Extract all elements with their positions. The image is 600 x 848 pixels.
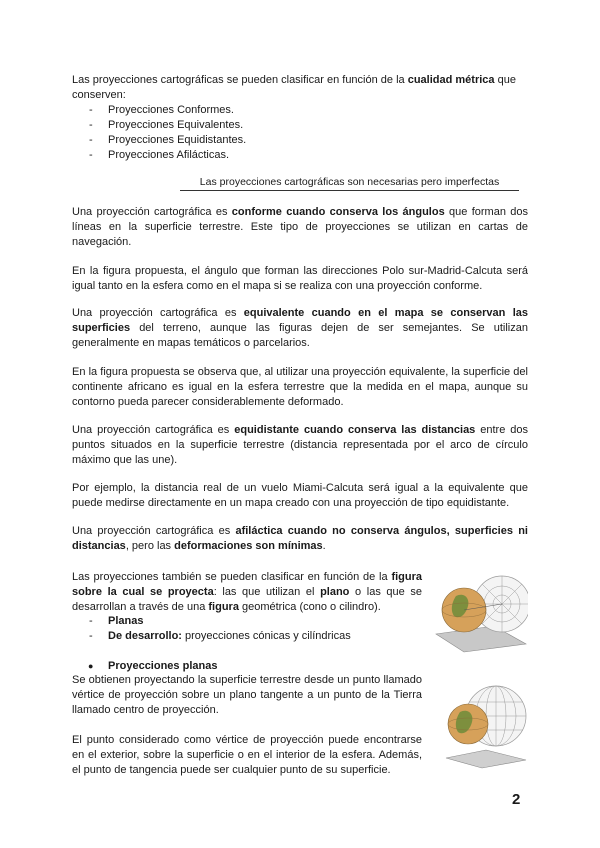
figura-paragraph [72, 570, 422, 615]
tangent-plane-globe-figure [434, 572, 528, 654]
equivalente-paragraph [72, 306, 528, 351]
intro-paragraph [72, 73, 528, 103]
list-item: - Proyecciones Afilácticas. [72, 148, 372, 163]
equivalente-text: Una proyección cartográfica es [72, 307, 244, 319]
intro-bold: cualidad métrica [407, 74, 495, 86]
figura-bold: figura sobre la cual se proyecta [72, 571, 422, 598]
intro-text-end: que conserven: [72, 74, 516, 101]
list-item-bold: De desarrollo: [108, 630, 182, 642]
planas-heading-row [72, 659, 422, 674]
bullet-icon: ● [88, 661, 94, 671]
equidistante-example: Por ejemplo, la distancia real de un vuelo Miami-Calcuta será igual a la equivalente que puede medirse directamente en un mapa creado con una proyección de tipo equidistante. [72, 482, 528, 509]
equidistante-text: Una proyección cartográfica es [72, 424, 235, 436]
vertice-paragraph: El punto considerado como vértice de proyección puede encontrarse en el exterior, sobre la superficie o en el interior de la esfera. Además, el punto de tangencia puede ser cualquier punto de su superficie. [72, 734, 422, 776]
equivalente-example: En la figura propuesta se observa que, al utilizar una proyección equivalente, la superficie del continente africano es igual en la esfera terrestre que la medida en el mapa, aunque su contorno pueda parecer considerablemente deformado. [72, 366, 528, 408]
afilactica-text-mid: , pero las [125, 540, 175, 552]
list-item: - Proyecciones Equivalentes. [72, 118, 372, 133]
list-item [72, 629, 422, 644]
intro-text: Las proyecciones cartográficas se pueden clasificar en función de la [72, 74, 408, 86]
figura-text: Las proyecciones también se pueden clasificar en función de la [72, 571, 392, 583]
equidistante-paragraph [72, 423, 528, 468]
figura-text-3: o las que se desarrollan a través de una [72, 586, 423, 613]
figura-bold-2: plano [320, 586, 350, 598]
list-item: - Proyecciones Equidistantes. [72, 133, 372, 148]
tangent-plane [446, 750, 526, 768]
afilactica-bold-2: deformaciones son mínimas [174, 540, 323, 552]
list-item [72, 614, 422, 629]
figura-bold-3: figura [208, 601, 239, 613]
conforme-paragraph [72, 205, 528, 250]
list-item: - Proyecciones Conformes. [72, 103, 372, 118]
page-number: 2 [512, 791, 521, 808]
polar-projection-figure [442, 680, 528, 770]
equivalente-bold: equivalente cuando en el mapa se conservan las superficies [72, 307, 529, 334]
afilactica-bold: afiláctica cuando no conserva ángulos, superficies ni distancias [72, 525, 528, 552]
afilactica-text-end: . [322, 540, 326, 552]
conforme-bold: conforme cuando conserva los ángulos [231, 206, 445, 218]
planas-heading: Proyecciones planas [108, 660, 218, 672]
afilactica-paragraph [72, 524, 528, 554]
planas-paragraph: Se obtienen proyectando la superficie terrestre desde un punto llamado vértice de proyección sobre un plano tangente a un punto de la Tierra llamado centro de proyección. [72, 674, 422, 716]
conforme-text: Una proyección cartográfica es [72, 206, 232, 218]
afilactica-text: Una proyección cartográfica es [72, 525, 236, 537]
projection-types-list [72, 103, 372, 163]
section-caption: Las proyecciones cartográficas son necesarias pero imperfectas [180, 175, 519, 191]
list-item-bold: Planas [108, 615, 144, 627]
figura-text-end: geométrica (cono o cilindro). [238, 601, 381, 613]
figura-text-2: : las que utilizan el [213, 586, 321, 598]
conforme-text-end: que forman dos líneas en la superficie terrestre. Este tipo de proyecciones se utilizan en cartas de navegación. [72, 206, 529, 248]
equidistante-bold: equidistante cuando conserva las distancias [234, 424, 476, 436]
list-item-text: proyecciones cónicas y cilíndricas [181, 630, 351, 642]
conforme-example: En la figura propuesta, el ángulo que forman las direcciones Polo sur-Madrid-Calcuta será igual tanto en la esfera como en el mapa si se realiza con una proyección conforme. [72, 265, 528, 292]
equidistante-text-end: entre dos puntos situados en la superficie terrestre (distancia representada por el arco de círculo máximo que las une). [72, 424, 529, 466]
figura-list [72, 614, 422, 644]
equivalente-text-end: del terreno, aunque las figuras dejen de ser semejantes. Se utilizan generalmente en mapas temáticos o parcelarios. [72, 322, 528, 349]
